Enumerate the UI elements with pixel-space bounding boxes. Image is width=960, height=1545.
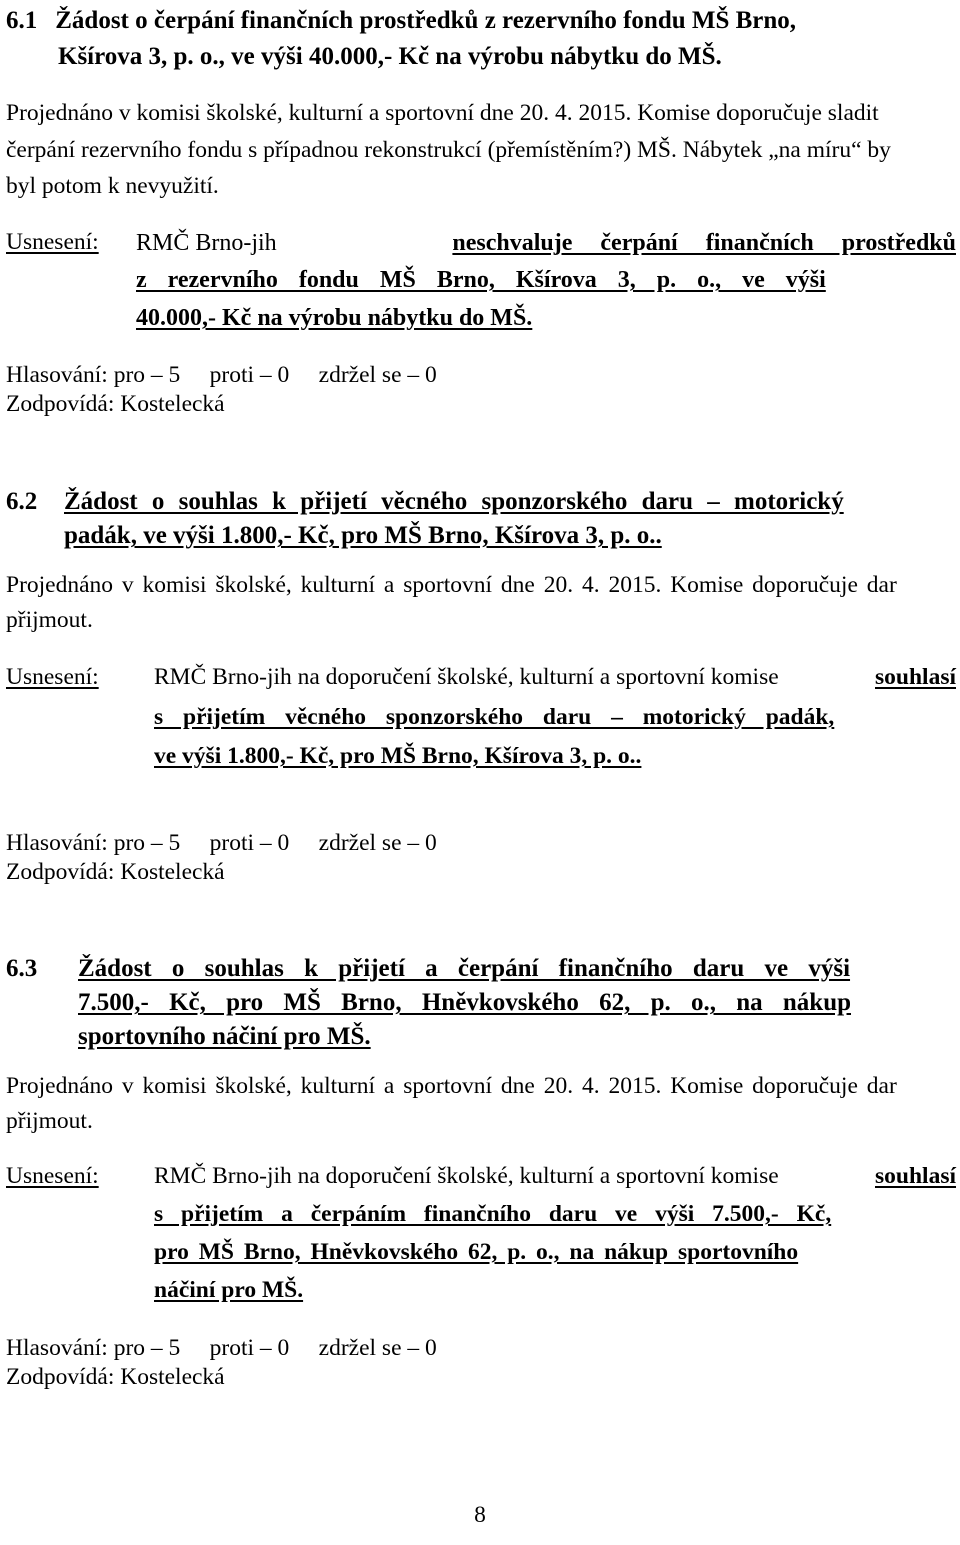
- responsible-person: Zodpovídá: Kostelecká: [6, 859, 225, 885]
- section-title-line1: Žádost o souhlas k přijetí věcného sponzorského daru – motorický: [64, 488, 844, 515]
- section-heading: [6, 489, 956, 514]
- body-line: přijmout.: [6, 1108, 93, 1134]
- resolution-line1: [136, 231, 956, 255]
- section-title-line3: sportovního náčiní pro MŠ.: [78, 1023, 371, 1050]
- section-heading: [6, 8, 956, 33]
- resolution-line3: 40.000,- Kč na výrobu nábytku do MŠ.: [136, 305, 533, 331]
- resolution-prefix: RMČ Brno-jih: [136, 230, 277, 256]
- resolution-line2: z rezervního fondu MŠ Brno, Kšírova 3, p. o., ve výši: [136, 267, 826, 293]
- section-title-line1: Žádost o čerpání finančních prostředků z rezervního fondu MŠ Brno,: [55, 7, 797, 34]
- resolution-decision: souhlasí: [875, 664, 956, 690]
- resolution-line1: [154, 1165, 956, 1189]
- body-line: Projednáno v komisi školské, kulturní a sportovní dne 20. 4. 2015. Komise doporučuje sladit: [6, 100, 879, 126]
- section-number: 6.1: [6, 7, 38, 34]
- resolution-line4: náčiní pro MŠ.: [154, 1277, 304, 1303]
- section-title-line2: 7.500,- Kč, pro MŠ Brno, Hněvkovského 62, p. o., na nákup: [78, 989, 851, 1016]
- responsible-person: Zodpovídá: Kostelecká: [6, 391, 225, 417]
- section-heading: [6, 956, 956, 981]
- resolution-line2: s přijetím věcného sponzorského daru – motorický padák,: [154, 704, 835, 730]
- body-line: Projednáno v komisi školské, kulturní a sportovní dne 20. 4. 2015. Komise doporučuje dar: [6, 572, 897, 598]
- body-line: čerpání rezervního fondu s případnou rekonstrukcí (přemístěním?) MŠ. Nábytek „na míru“ by: [6, 137, 891, 163]
- resolution-label: Usnesení:: [6, 229, 99, 255]
- resolution-prefix: RMČ Brno-jih na doporučení školské, kulturní a sportovní komise: [154, 664, 779, 690]
- resolution-label: Usnesení:: [6, 1163, 99, 1189]
- resolution-line3: ve výši 1.800,- Kč, pro MŠ Brno, Kšírova 3, p. o..: [154, 743, 642, 769]
- document-page: [6, 0, 956, 1545]
- vote-result: Hlasování: pro – 5 proti – 0 zdržel se – 0: [6, 830, 437, 856]
- resolution-decision: neschvaluje čerpání finančních prostředků: [452, 230, 956, 256]
- resolution-label: Usnesení:: [6, 664, 99, 690]
- resolution-line1: [154, 666, 956, 690]
- section-number: 6.3: [6, 955, 38, 982]
- responsible-person: Zodpovídá: Kostelecká: [6, 1364, 225, 1390]
- body-line: Projednáno v komisi školské, kulturní a sportovní dne 20. 4. 2015. Komise doporučuje dar: [6, 1073, 897, 1099]
- vote-result: Hlasování: pro – 5 proti – 0 zdržel se – 0: [6, 1335, 437, 1361]
- section-title-line2: Kšírova 3, p. o., ve výši 40.000,- Kč na výrobu nábytku do MŠ.: [58, 43, 722, 70]
- resolution-line3: pro MŠ Brno, Hněvkovského 62, p. o., na nákup sportovního: [154, 1239, 799, 1265]
- body-line: byl potom k nevyužití.: [6, 173, 219, 199]
- section-title-line2: padák, ve výši 1.800,- Kč, pro MŠ Brno, Kšírova 3, p. o..: [64, 522, 662, 549]
- resolution-decision: souhlasí: [875, 1163, 956, 1189]
- body-line: přijmout.: [6, 607, 93, 633]
- vote-result: Hlasování: pro – 5 proti – 0 zdržel se – 0: [6, 362, 437, 388]
- section-title-line1: Žádost o souhlas k přijetí a čerpání finančního daru ve výši: [78, 955, 851, 982]
- resolution-prefix: RMČ Brno-jih na doporučení školské, kulturní a sportovní komise: [154, 1163, 779, 1189]
- resolution-line2: s přijetím a čerpáním finančního daru ve výši 7.500,- Kč,: [154, 1201, 832, 1227]
- page-number: 8: [474, 1502, 486, 1528]
- section-number: 6.2: [6, 488, 38, 515]
